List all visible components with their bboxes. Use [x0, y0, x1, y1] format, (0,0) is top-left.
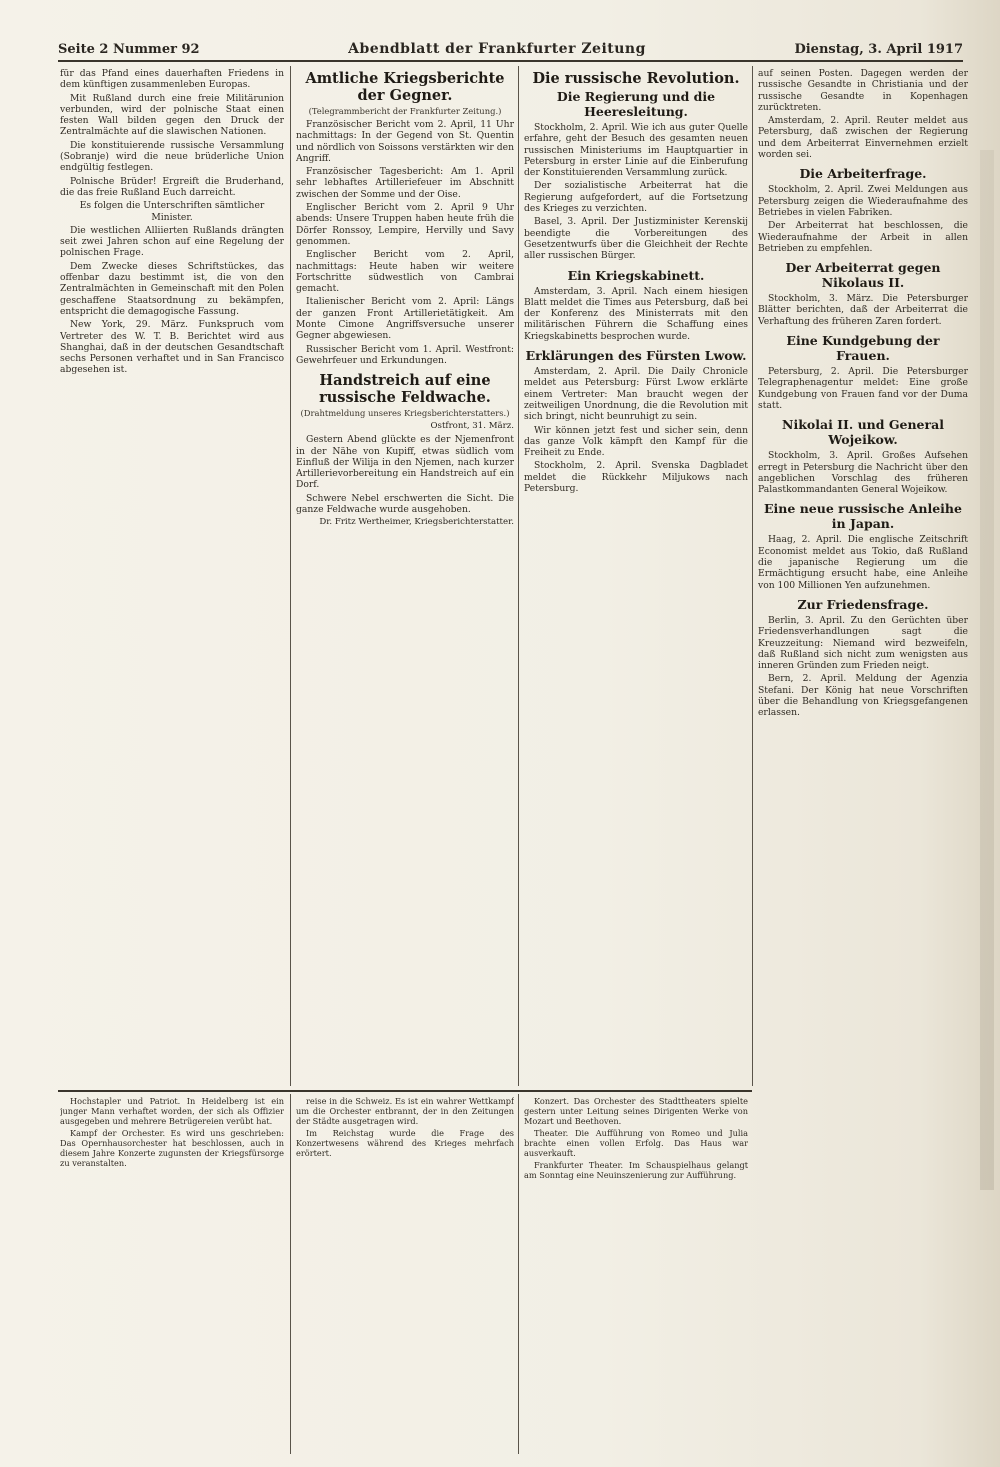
article-text: für das Pfand eines dauerhaften Friedens in dem künftigen zusammenleben Europas. [60, 68, 284, 91]
article-text: New York, 29. März. Funkspruch vom Vertreter des W. T. B. Berichtet wird aus Shanghai, daß in der deutschen Gesandtschaft sechs Personen verhaftet und in San Francisco abgesehen ist. [60, 319, 284, 376]
article-subheadline: Die Arbeiterfrage. [799, 166, 927, 182]
article-text: Französischer Bericht vom 2. April, 11 Uhr nachmittags: In der Gegend von St. Quentin und nördlich von Soissons verstärkten wir den Angriff. [296, 119, 514, 164]
article-subheadline: Eine neue russische Anleihe in Japan. [764, 501, 962, 532]
article-text: Die konstituierende russische Versammlung (Sobranje) wird die neue brüderliche Union endgültig festlegen. [60, 139, 284, 174]
article-note: (Drahtmeldung unseres Kriegsberichterstatters.) [300, 408, 510, 419]
article-headline: Die russische Revolution. [532, 70, 740, 87]
article-text: Mit Rußland durch eine freie Militärunion verbunden, wird der polnische Staat einen festen Wall bilden gegen den Druck der Zentralmächte auf die slawischen Nationen. [60, 92, 284, 138]
article-text: Hochstapler und Patriot. In Heidelberg ist ein junger Mann verhaftet worden, der sich als Offizier ausgegeben und mehrere Betrügereien verübt hat. [60, 1096, 284, 1126]
article-text: Stockholm, 2. April. Zwei Meldungen aus Petersburg zeigen die Wiederaufnahme des Betriebes in vielen Fabriken. [758, 184, 968, 218]
article-text: Der sozialistische Arbeiterrat hat die Regierung aufgefordert, auf die Fortsetzung des Krieges zu verzichten. [524, 180, 748, 215]
column-4 [758, 68, 968, 1463]
lower-column-1 [60, 1096, 284, 1454]
article-headline: Handstreich auf eine russische Feldwache. [319, 372, 491, 407]
column-2 [296, 68, 514, 1086]
dateline: Ostfront, 31. März. [430, 421, 514, 432]
article-text: Die westlichen Alliierten Rußlands drängten seit zwei Jahren schon auf eine Regelung der polnischen Frage. [60, 224, 284, 259]
column-rule [290, 1094, 291, 1454]
article-subheadline: Zur Friedensfrage. [797, 596, 929, 612]
article-text: Dem Zwecke dieses Schriftstückes, das offenbar dazu bestimmt ist, die von den Zentralmächten in Gemeinschaft mit den Polen geschaffene Staatsordnung zu bekämpfen, entspricht die demagogische Fassung. [60, 260, 284, 317]
article-subheadline: Erklärungen des Fürsten Lwow. [525, 348, 747, 364]
article-text: Es folgen die Unterschriften sämtlicher Minister. [79, 200, 265, 223]
article-text: reise in die Schweiz. Es ist ein wahrer Wettkampf um die Orchester entbrannt, der in den Zeitungen der Städte ausgetragen wird. [296, 1096, 514, 1126]
article-text: Russischer Bericht vom 1. April. Westfront: Gewehrfeuer und Erkundungen. [296, 343, 514, 366]
article-headline: Amtliche Kriegsberichte der Gegner. [305, 70, 505, 104]
lower-column-3 [524, 1096, 748, 1454]
article-text: Stockholm, 2. April. Svenska Dagbladet meldet die Rückkehr Miljukows nach Petersburg. [524, 460, 748, 495]
article-text: Wir können jetzt fest und sicher sein, denn das ganze Volk kämpft den Kampf für die Freiheit zu Ende. [524, 424, 748, 459]
column-rule [290, 66, 291, 1086]
article-subheadline: Eine Kundgebung der Frauen. [786, 333, 940, 364]
article-subheadline: Der Arbeiterrat gegen Nikolaus II. [785, 260, 941, 291]
column-1 [60, 68, 284, 1086]
article-text: Frankfurter Theater. Im Schauspielhaus gelangt am Sonntag eine Neuinszenierung zur Aufführung. [524, 1160, 748, 1180]
article-text: Petersburg, 2. April. Die Petersburger Telegraphenagentur meldet: Eine große Kundgebung von Frauen fand vor der Duma statt. [758, 366, 968, 411]
issue-date: Dienstag, 3. April 1917 [794, 42, 963, 57]
article-text: Der Arbeiterrat hat beschlossen, die Wiederaufnahme der Arbeit in allen Betrieben zu empfehlen. [758, 220, 968, 254]
page-number: Seite 2 Nummer 92 [58, 42, 200, 57]
article-text: Im Reichstag wurde die Frage des Konzertwesens während des Krieges mehrfach erörtert. [296, 1128, 514, 1158]
article-text: Gestern Abend glückte es der Njemenfront in der Nähe von Kupiff, etwas südlich vom Einfluß der Wilija in den Njemen, nach kurzer Artillerievorbereitung ein Handstreich auf ein Dorf. [296, 434, 514, 491]
article-text: Amsterdam, 2. April. Die Daily Chronicle meldet aus Petersburg: Fürst Lwow erklärte einem Vertreter: Man braucht wegen der zeitweiligen Unordnung, die die Revolution mit sich bringt, nicht beunruhigt zu sein. [524, 366, 748, 423]
article-text: Amsterdam, 2. April. Reuter meldet aus Petersburg, daß zwischen der Regierung und dem Arbeiterrat Einvernehmen erzielt worden sei. [758, 115, 968, 161]
article-text: Kampf der Orchester. Es wird uns geschrieben: Das Opernhausorchester hat beschlossen, auch in diesem Jahre Konzerte zugunsten der Kriegsfürsorge zu veranstalten. [60, 1128, 284, 1168]
article-text: Haag, 2. April. Die englische Zeitschrift Economist meldet aus Tokio, daß Rußland die japanische Regierung um die Ermächtigung ersucht habe, eine Anleihe von 100 Millionen Yen aufzunehmen. [758, 534, 968, 591]
article-text: Französischer Tagesbericht: Am 1. April sehr lebhaftes Artilleriefeuer im Abschnitt zwischen der Somme und der Oise. [296, 166, 514, 200]
article-text: Englischer Bericht vom 2. April 9 Uhr abends: Unsere Truppen haben heute früh die Dörfer Ronssoy, Lempire, Hervilly und Savy genommen. [296, 202, 514, 247]
article-subheadline: Die Regierung und die Heeresleitung. [556, 89, 716, 119]
article-text: Theater. Die Aufführung von Romeo und Julia brachte einen vollen Erfolg. Das Haus war ausverkauft. [524, 1128, 748, 1158]
article-text: Basel, 3. April. Der Justizminister Kerenskij beendigte die Vorbereitungen des Gesetzentwurfs über die Gleichheit der Rechte aller russischen Bürger. [524, 216, 748, 262]
article-subheadline: Nikolai II. und General Wojeikow. [782, 417, 944, 448]
article-text: Berlin, 3. April. Zu den Gerüchten über Friedensverhandlungen sagt die Kreuzzeitung: Niemand wird bezweifeln, daß Rußland sich nicht zum wenigsten aus inneren Gründen zum Frieden neigt. [758, 614, 968, 672]
article-subheadline: Ein Kriegskabinett. [567, 267, 705, 283]
article-text: Amsterdam, 3. April. Nach einem hiesigen Blatt meldet die Times aus Petersburg, daß bei der Konferenz des Ministerrats mit den militärischen Führern die Schaffung eines Kriegskabinetts besprochen wurde. [524, 285, 748, 342]
binding-edge [980, 150, 994, 1190]
article-text: Englischer Bericht vom 2. April, nachmittags: Heute haben wir weitere Fortschritte südwestlich von Cambrai gemacht. [296, 249, 514, 295]
article-note: (Telegrammbericht der Frankfurter Zeitung.) [308, 106, 502, 116]
section-rule [58, 1090, 752, 1092]
author-signature: Dr. Fritz Wertheimer, Kriegsberichterstatter. [319, 517, 514, 528]
column-rule [518, 66, 519, 1086]
page-header [58, 38, 963, 62]
article-text: Stockholm, 3. April. Großes Aufsehen erregt in Petersburg die Nachricht über den angeblichen Vorschlag des früheren Palastkommandanten General Wojeikow. [758, 450, 968, 496]
article-text: Bern, 2. April. Meldung der Agenzia Stefani. Der König hat neue Vorschriften über die Behandlung von Kriegsgefangenen erlassen. [758, 673, 968, 719]
article-text: Stockholm, 3. März. Die Petersburger Blätter berichten, daß der Arbeiterrat die Verhaftung des früheren Zaren fordert. [758, 293, 968, 327]
article-text: Italienischer Bericht vom 2. April: Längs der ganzen Front Artillerietätigkeit. Am Monte Cimone Angriffsversuche unserer Gegner abgewiesen. [296, 296, 514, 342]
article-text: Stockholm, 2. April. Wie ich aus guter Quelle erfahre, geht der Besuch des gesamten neuen russischen Ministeriums im Hauptquartier in Petersburg in erster Linie auf die Einberufung der Konstituierenden Versammlung zurück. [524, 122, 748, 179]
column-rule [752, 66, 753, 1086]
article-text: Schwere Nebel erschwerten die Sicht. Die ganze Feldwache wurde ausgehoben. [296, 492, 514, 516]
column-3 [524, 68, 748, 1086]
lower-column-2 [296, 1096, 514, 1454]
article-text: Konzert. Das Orchester des Stadttheaters spielte gestern unter Leitung seines Dirigenten Werke von Mozart und Beethoven. [524, 1096, 748, 1126]
column-rule [518, 1094, 519, 1454]
article-text: Polnische Brüder! Ergreift die Bruderhand, die das freie Rußland Euch darreicht. [60, 175, 284, 198]
newspaper-title: Abendblatt der Frankfurter Zeitung [348, 41, 646, 57]
article-text: auf seinen Posten. Dagegen werden der russische Gesandte in Christiania und der russische Gesandte in Kopenhagen zurücktreten. [758, 68, 968, 113]
